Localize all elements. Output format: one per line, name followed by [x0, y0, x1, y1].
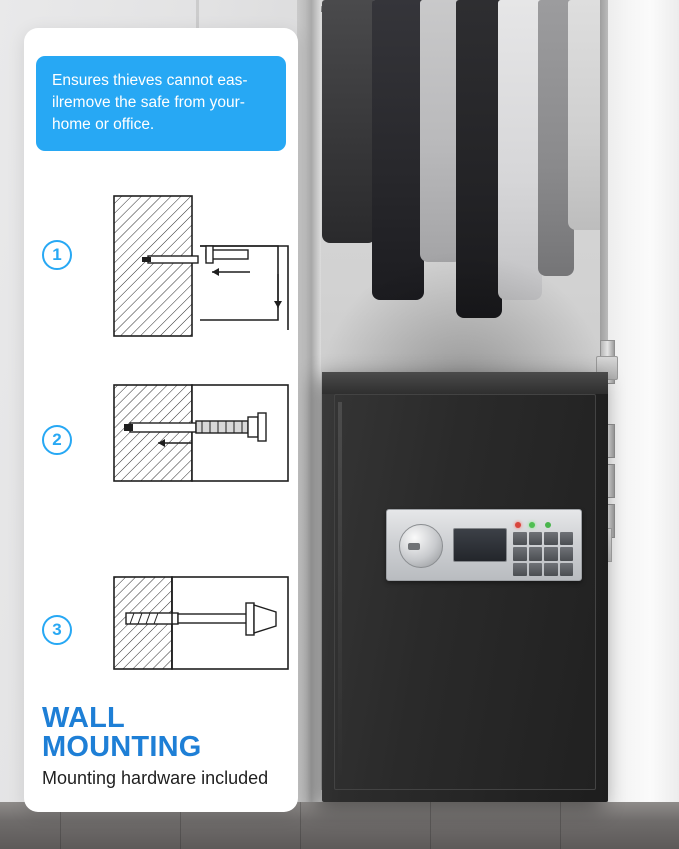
safe-keypad[interactable] [513, 532, 573, 576]
keypad-key[interactable] [560, 532, 574, 545]
security-safe [322, 372, 608, 802]
led-green-icon [529, 522, 535, 528]
right-door-panel [608, 0, 679, 849]
hanging-garment [322, 0, 376, 243]
safe-door [334, 394, 596, 790]
floor-seam [300, 802, 301, 849]
led-red-icon [515, 522, 521, 528]
keypad-key[interactable] [513, 547, 527, 560]
step-1-diagram [80, 188, 290, 338]
keypad-key[interactable] [529, 563, 543, 576]
keypad-key[interactable] [560, 563, 574, 576]
led-green-secondary-icon [545, 522, 551, 528]
page-title: WALL MOUNTING [42, 702, 202, 764]
safe-top-surface [322, 372, 608, 394]
keypad-key[interactable] [513, 532, 527, 545]
safe-dial-knob[interactable] [399, 524, 443, 568]
keypad-key[interactable] [544, 532, 558, 545]
step-diagrams [24, 178, 298, 708]
step-2-diagram [80, 373, 290, 503]
keypad-key[interactable] [560, 547, 574, 560]
safe-lcd-display [453, 528, 507, 562]
dial-notch [408, 543, 420, 550]
step-number-badge: 3 [42, 615, 72, 645]
keypad-key[interactable] [529, 547, 543, 560]
floor-seam [430, 802, 431, 849]
keypad-key[interactable] [529, 532, 543, 545]
footer-text-block [42, 704, 292, 790]
step-1 [24, 178, 298, 348]
step-number-badge: 1 [42, 240, 72, 270]
keypad-key[interactable] [513, 563, 527, 576]
instruction-card [24, 28, 298, 812]
closet-shadow [318, 250, 608, 390]
status-led-group [513, 522, 571, 530]
step-number-badge: 2 [42, 425, 72, 455]
safe-keypad-panel[interactable] [386, 509, 582, 581]
callout-banner: Ensures thieves cannot eas-ilremove the safe from your-home or office. [36, 56, 286, 151]
safe-edge-highlight [338, 402, 342, 782]
step-3 [24, 553, 298, 723]
step-3-diagram [80, 563, 290, 693]
step-2 [24, 363, 298, 533]
keypad-key[interactable] [544, 547, 558, 560]
left-door-edge [297, 0, 321, 849]
floor-seam [560, 802, 561, 849]
page-subtitle: Mounting hardware included [42, 768, 269, 789]
keypad-key[interactable] [544, 563, 558, 576]
